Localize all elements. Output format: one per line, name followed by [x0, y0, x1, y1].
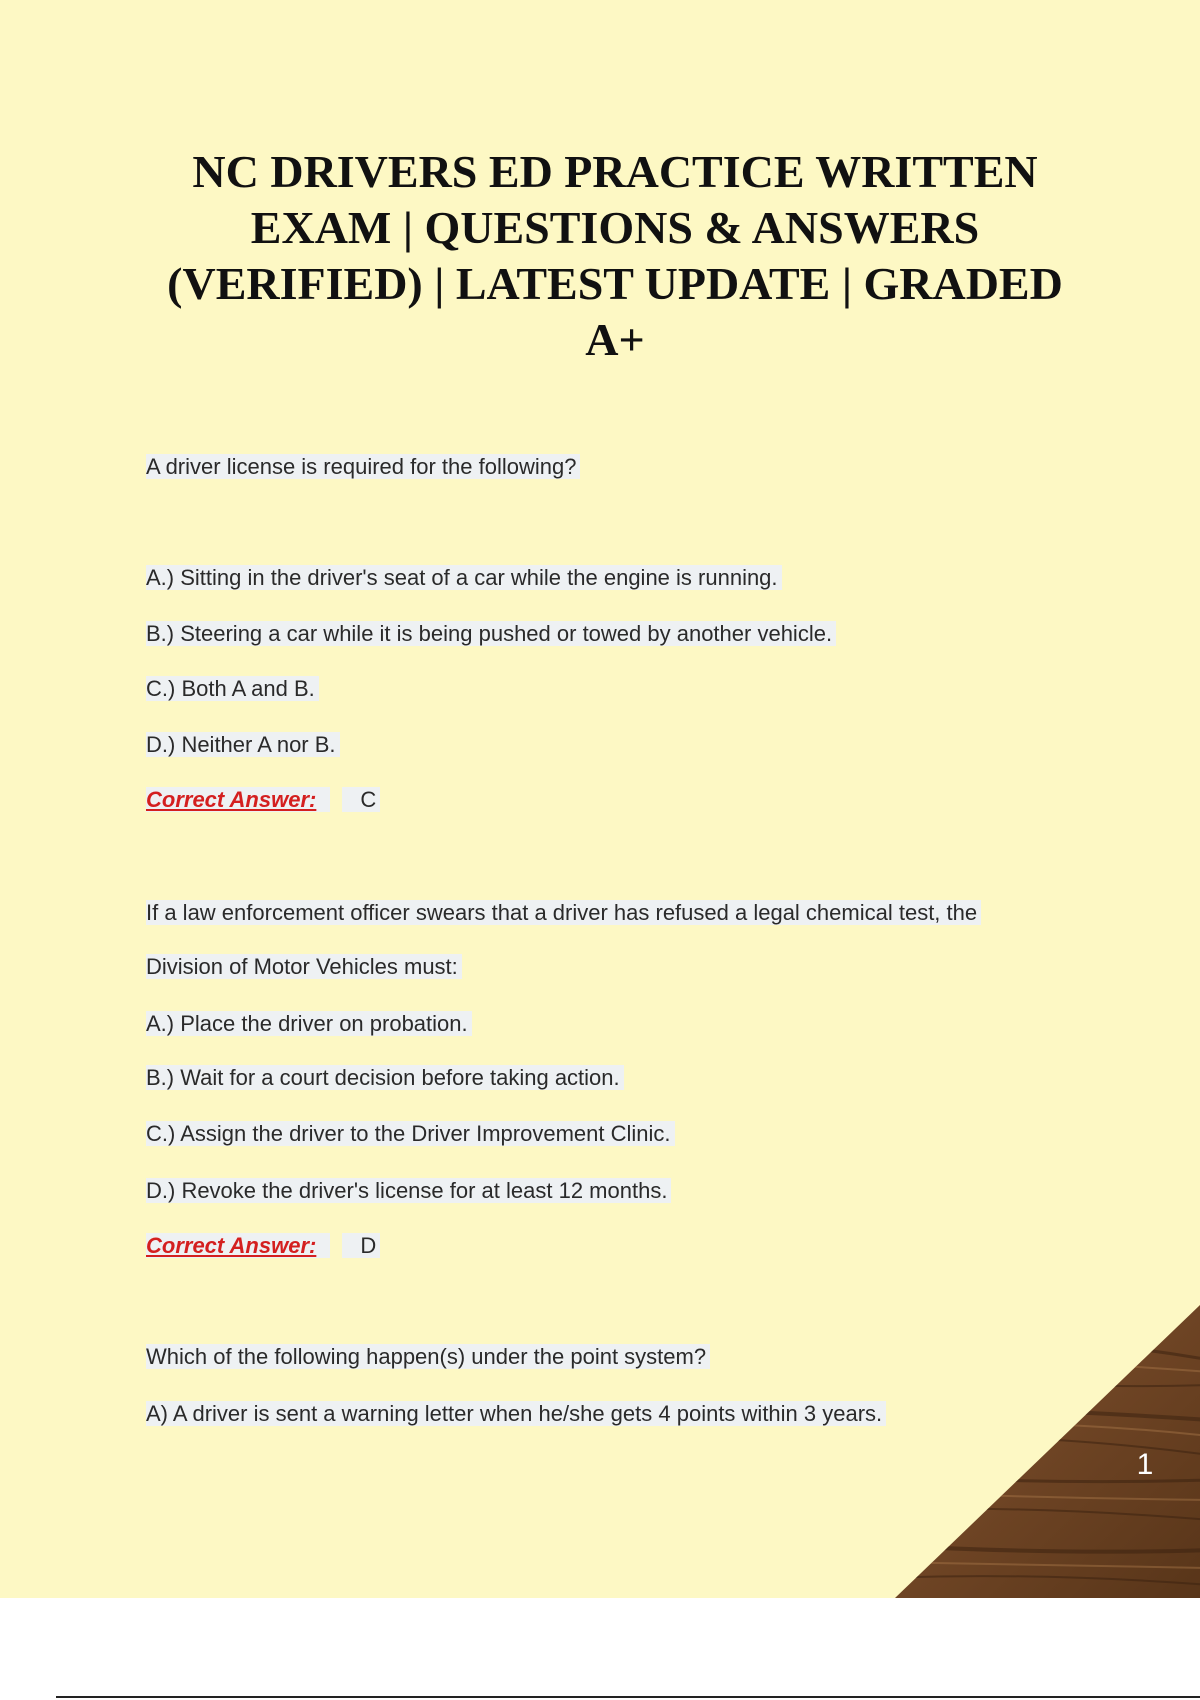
question-2-text-line-2: Division of Motor Vehicles must: [146, 953, 462, 981]
title-line: EXAM | QUESTIONS & ANSWERS [250, 202, 980, 253]
title-line: NC DRIVERS ED PRACTICE WRITTEN [192, 146, 1038, 197]
correct-answer-label: Correct Answer: [146, 787, 330, 812]
question-2-option-d: D.) Revoke the driver's license for at least 12 months. [146, 1177, 671, 1205]
title-line: A+ [585, 314, 645, 365]
footer-rule [56, 1696, 1200, 1698]
correct-answer-value: C [342, 787, 380, 812]
correct-answer-label: Correct Answer: [146, 1233, 330, 1258]
title-line: (VERIFIED) | LATEST UPDATE | GRADED [167, 258, 1063, 309]
question-1-option-a: A.) Sitting in the driver's seat of a car while the engine is running. [146, 564, 782, 592]
question-2-option-a: A.) Place the driver on probation. [146, 1010, 472, 1038]
question-3-option-a: A) A driver is sent a warning letter when he/she gets 4 points within 3 years. [146, 1400, 886, 1428]
question-1-option-c: C.) Both A and B. [146, 675, 319, 703]
question-2-option-b: B.) Wait for a court decision before taking action. [146, 1064, 624, 1092]
question-1-option-b: B.) Steering a car while it is being pushed or towed by another vehicle. [146, 620, 836, 648]
question-2-text-line-1: If a law enforcement officer swears that a driver has refused a legal chemical test, the [146, 899, 981, 927]
question-2-option-c: C.) Assign the driver to the Driver Improvement Clinic. [146, 1120, 675, 1148]
correct-answer-value: D [342, 1233, 380, 1258]
question-1-option-d: D.) Neither A nor B. [146, 731, 340, 759]
page-number: 1 [1136, 1448, 1154, 1481]
question-3-text: Which of the following happen(s) under the point system? [146, 1343, 710, 1371]
question-1-text: A driver license is required for the following? [146, 453, 580, 481]
